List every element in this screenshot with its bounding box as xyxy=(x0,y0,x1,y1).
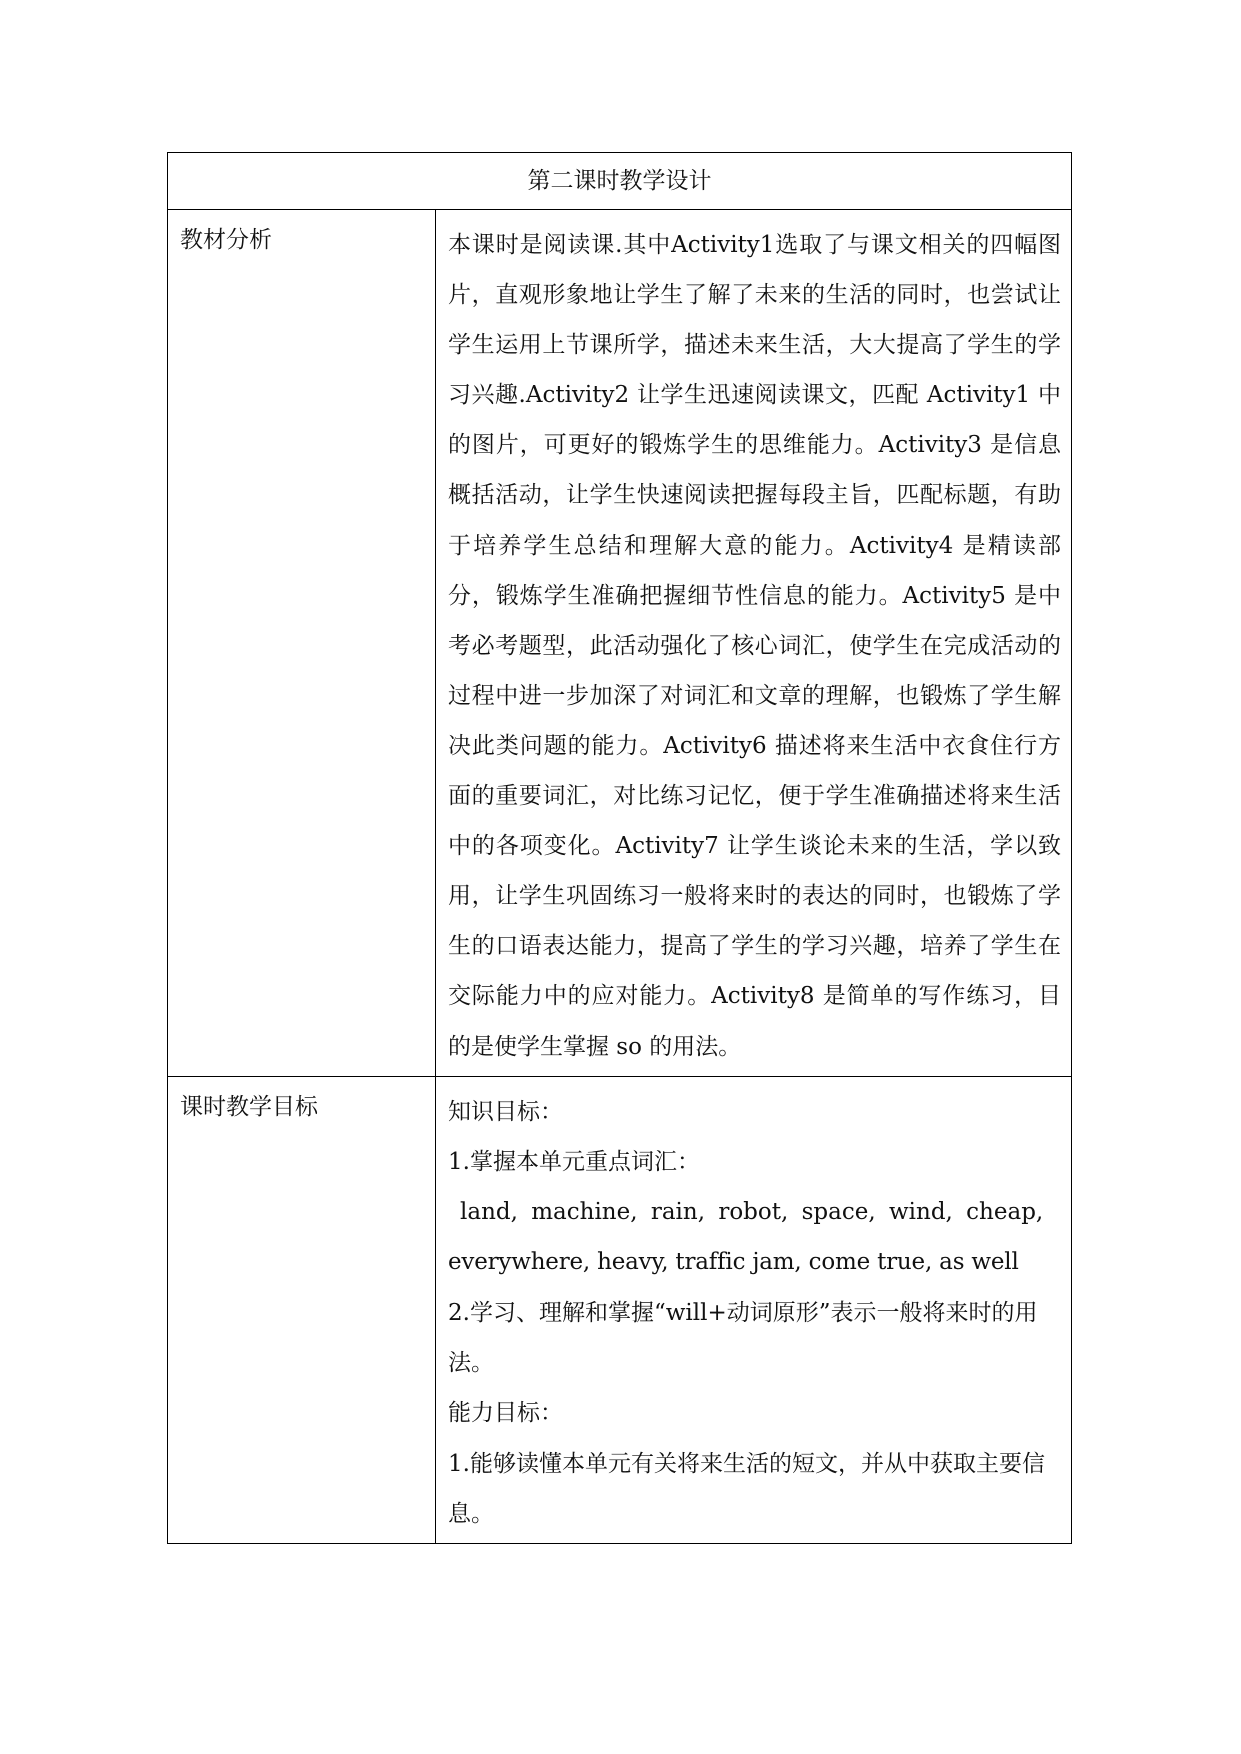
paragraph: 本课时是阅读课.其中Activity1选取了与课文相关的四幅图片，直观形象地让学生了解了未来的生活的同时，也尝试让学生运用上节课所学，描述未来生活，大大提高了学生的学习兴趣.Activity2 让学生迅速阅读课文，匹配 Activity1 中的图片，可更好的锻炼学生的思维能力。Activity3 是信息概括活动，让学生快速阅读把握每段主旨，匹配标题，有助于培养学生总结和理解大意的能力。Activity4 是精读部分，锻炼学生准确把握细节性信息的能力。Activity5 是中考必考题型，此活动强化了核心词汇，使学生在完成活动的过程中进一步加深了对词汇和文章的理解，也锻炼了学生解决此类问题的能力。Activity6 描述将来生活中衣食住行方面的重要词汇，对比练习记忆，便于学生准确描述将来生活中的各项变化。Activity7 让学生谈论未来的生活，学以致用，让学生巩固练习一般将来时的表达的同时，也锻炼了学生的口语表达能力，提高了学生的学习兴趣，培养了学生在交际能力中的应对能力。Activity8 是简单的写作练习，目的是使学生掌握 so 的用法。 xyxy=(448,232,1061,1060)
vocabulary-line: everywhere, heavy, traffic jam, come true, as well xyxy=(448,1249,1019,1276)
objective-heading: 知识目标： xyxy=(448,1098,563,1125)
table-row xyxy=(168,1076,1072,1544)
objective-heading: 能力目标： xyxy=(448,1400,563,1427)
objectives-text xyxy=(436,1077,1071,1544)
row-label-cell xyxy=(168,1076,436,1544)
lesson-plan-table xyxy=(167,152,1072,1544)
row-content-cell xyxy=(436,210,1072,1077)
vocabulary-line: land, machine, rain, robot, space, wind, cheap, xyxy=(460,1199,1044,1226)
table-row xyxy=(168,210,1072,1077)
row-label-cell xyxy=(168,210,436,1077)
objective-item: 1.掌握本单元重点词汇： xyxy=(448,1148,700,1175)
row-content-cell xyxy=(436,1076,1072,1544)
table-title: 第二课时教学设计 xyxy=(168,153,1072,210)
row-label: 课时教学目标 xyxy=(180,1093,318,1120)
objective-item: 1.能够读懂本单元有关将来生活的短文，并从中获取主要信息。 xyxy=(448,1450,1045,1527)
objective-item: 2.学习、理解和掌握“will+动词原形”表示一般将来时的用法。 xyxy=(448,1299,1038,1377)
material-analysis-text xyxy=(436,210,1071,1076)
row-label: 教材分析 xyxy=(180,227,272,253)
title-row xyxy=(168,153,1072,210)
